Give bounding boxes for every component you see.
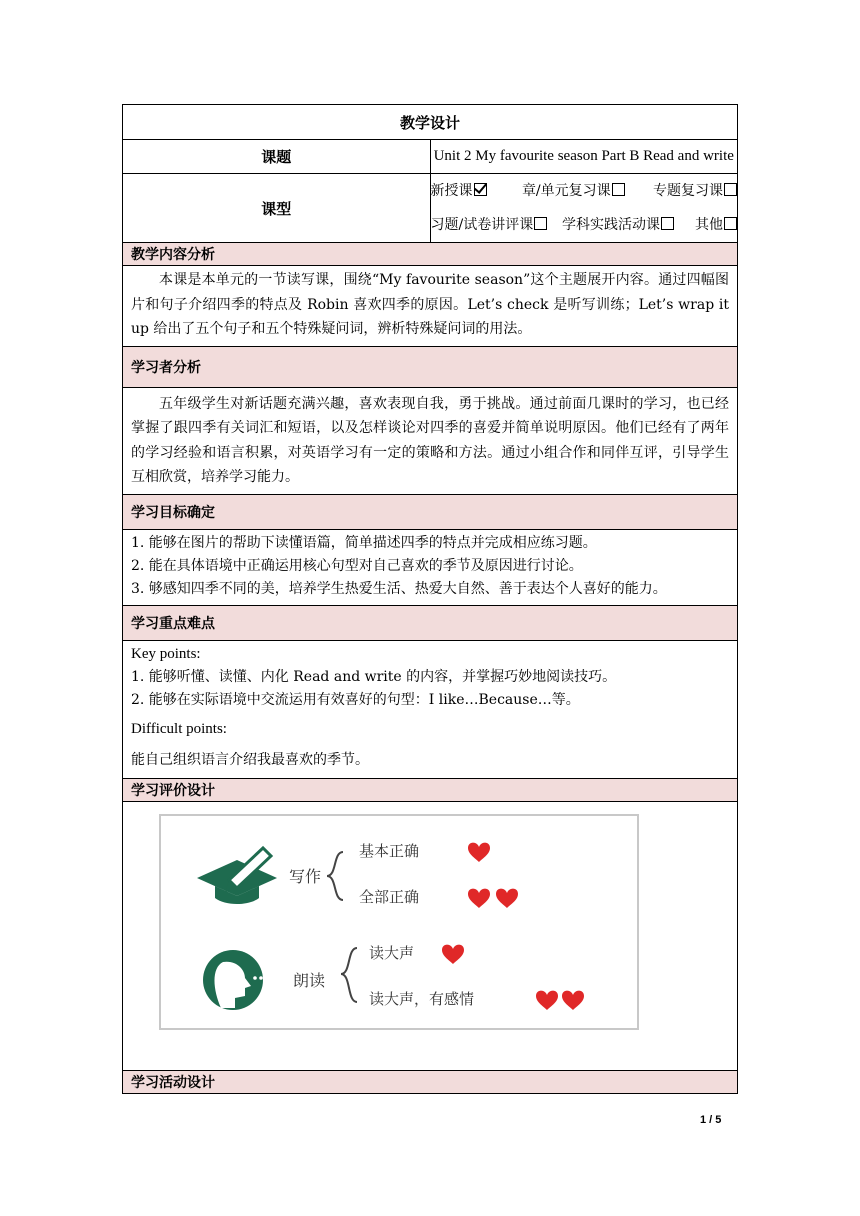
reading-item-2: 读大声，有感情 <box>369 989 475 1008</box>
heart-icon <box>468 888 490 907</box>
objective-item: 3. 够感知四季不同的美，培养学生热爱生活、热爱大自然、善于表达个人喜好的能力。 <box>131 580 667 597</box>
heart-icon <box>536 990 558 1009</box>
writing-brace <box>327 852 343 900</box>
heart-icon <box>562 990 584 1009</box>
lesson-type-row-2 <box>431 208 738 242</box>
lesson-plan-table <box>122 104 738 1094</box>
pencil-mortarboard-icon <box>197 848 277 904</box>
topic-value: Unit 2 My favourite season Part B Read and write <box>430 140 738 174</box>
checkbox-icon[interactable] <box>724 183 737 196</box>
speaking-head-icon <box>203 950 269 1010</box>
activities-heading: 学习活动设计 <box>123 1070 738 1093</box>
checkbox-icon[interactable] <box>534 217 547 230</box>
lesson-type-option-topic-review[interactable]: 专题复习课 <box>653 174 737 208</box>
reading-label: 朗读 <box>293 970 326 990</box>
key-points-body <box>123 640 738 778</box>
objective-item: 2. 能在具体语境中正确运用核心句型对自己喜欢的季节及原因进行讨论。 <box>131 557 583 574</box>
objectives-heading: 学习目标确定 <box>123 494 738 529</box>
difficult-point-text: 能自己组织语言介绍我最喜欢的季节。 <box>131 751 369 768</box>
lesson-type-label: 课型 <box>123 174 431 243</box>
reading-item-1: 读大声 <box>369 943 415 962</box>
checkbox-icon[interactable] <box>724 217 737 230</box>
evaluation-diagram <box>159 814 639 1030</box>
content-analysis-heading: 教学内容分析 <box>123 243 738 266</box>
checkbox-checked-icon[interactable] <box>474 183 487 196</box>
lesson-type-row-1 <box>431 174 738 208</box>
lesson-type-option-other[interactable]: 其他 <box>695 208 737 242</box>
lesson-type-options <box>430 174 738 243</box>
checkbox-icon[interactable] <box>661 217 674 230</box>
key-points-label: Key points: <box>131 645 201 662</box>
heart-icon <box>496 888 518 907</box>
key-point-item: 1. 能够听懂、读懂、内化 Read and write 的内容，并掌握巧妙地阅读技巧。 <box>131 668 617 685</box>
learner-analysis-heading: 学习者分析 <box>123 346 738 387</box>
objective-item: 1. 能够在图片的帮助下读懂语篇，简单描述四季的特点并完成相应练习题。 <box>131 534 597 551</box>
heart-icon <box>442 944 464 963</box>
evaluation-heading: 学习评价设计 <box>123 778 738 801</box>
writing-item-1: 基本正确 <box>359 841 420 860</box>
difficult-points-label: Difficult points: <box>131 720 227 737</box>
lesson-type-option-practice[interactable]: 学科实践活动课 <box>562 208 695 242</box>
page-title: 教学设计 <box>123 105 738 140</box>
topic-label: 课题 <box>123 140 431 174</box>
writing-label: 写作 <box>289 866 322 886</box>
lesson-type-option-unit-review[interactable]: 章/单元复习课 <box>522 174 653 208</box>
evaluation-cell <box>123 801 738 1070</box>
key-point-item: 2. 能够在实际语境中交流运用有效喜好的句型：I like…Because…等。 <box>131 691 580 708</box>
lesson-type-option-new[interactable]: 新授课 <box>431 174 522 208</box>
checkbox-icon[interactable] <box>612 183 625 196</box>
heart-icon <box>468 842 490 861</box>
reading-brace <box>341 948 357 1002</box>
lesson-type-option-exercise-review[interactable]: 习题/试卷讲评课 <box>431 208 563 242</box>
content-analysis-text: 本课是本单元的一节读写课，围绕“My favourite season”这个主题展开内容。通过四幅图片和句子介绍四季的特点及 Robin 喜欢四季的原因。Let’s check 是听写训练；Let’s wrap it up 给出了五个句子和五个特殊疑问词，辨析特殊疑问词的用法。 <box>123 266 738 347</box>
evaluation-diagram-svg <box>161 816 637 1028</box>
key-points-heading: 学习重点难点 <box>123 605 738 640</box>
learner-analysis-text: 五年级学生对新话题充满兴趣，喜欢表现自我，勇于挑战。通过前面几课时的学习，也已经掌握了跟四季有关词汇和短语，以及怎样谈论对四季的喜爱并简单说明原因。他们已经有了两年的学习经验和语言积累，对英语学习有一定的策略和方法。通过小组合作和同伴互评，引导学生互相欣赏，培养学习能力。 <box>123 387 738 494</box>
objectives-list <box>123 529 738 605</box>
page-number: 1 / 5 <box>700 1114 722 1126</box>
writing-item-2: 全部正确 <box>359 887 420 906</box>
